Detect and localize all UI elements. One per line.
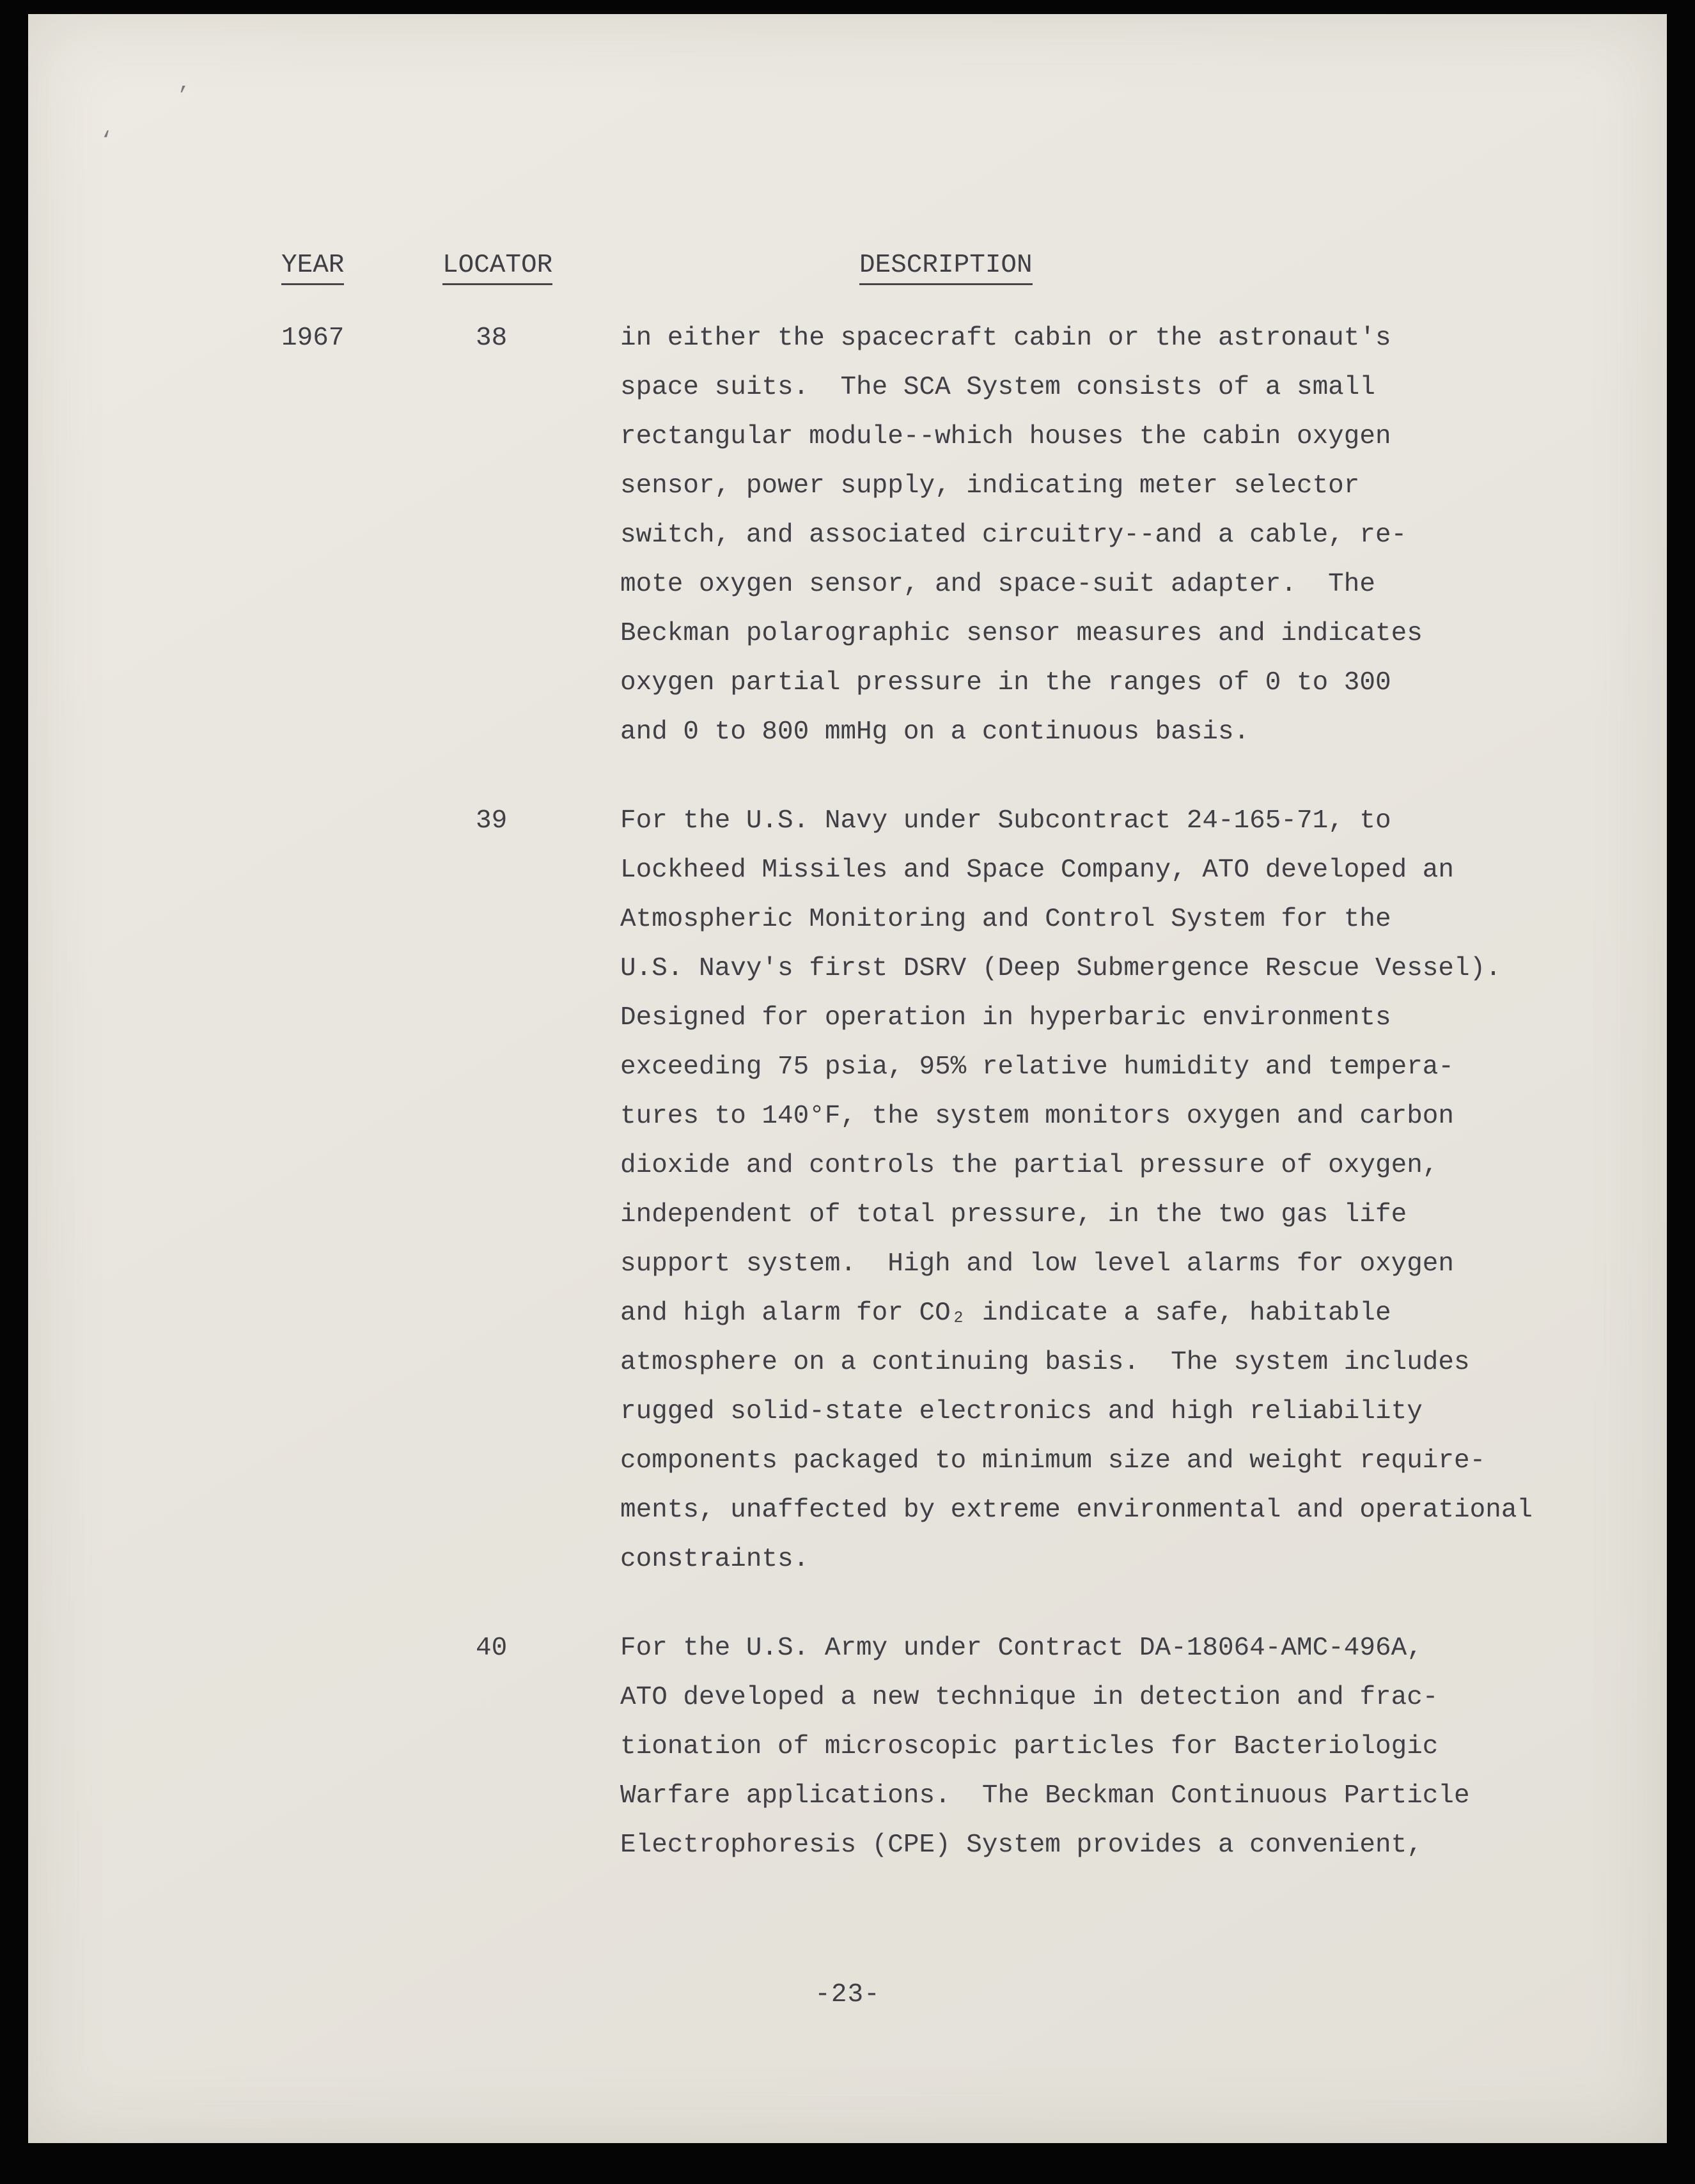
entry-year bbox=[281, 797, 442, 1584]
description-line: components packaged to minimum size and weight require- bbox=[620, 1446, 1486, 1476]
entry-locator-cell bbox=[442, 1624, 620, 1870]
description-line: U.S. Navy's first DSRV (Deep Submergence Rescue Vessel). bbox=[620, 954, 1501, 983]
description-line: For the U.S. Army under Contract DA-18064-AMC-496A, bbox=[620, 1634, 1423, 1663]
entry-description bbox=[620, 1624, 1667, 1870]
year-column-header: YEAR bbox=[281, 250, 344, 285]
description-line: support system. High and low level alarms for oxygen bbox=[620, 1249, 1455, 1279]
description-line: mote oxygen sensor, and space-suit adapter. The bbox=[620, 570, 1375, 599]
description-line: exceeding 75 psia, 95% relative humidity and tempera- bbox=[620, 1052, 1455, 1082]
locator-header-cell bbox=[442, 241, 620, 290]
description-header-cell bbox=[620, 241, 1667, 290]
description-line: ments, unaffected by extreme environmental and operational bbox=[620, 1495, 1533, 1525]
description-line: dioxide and controls the partial pressure of oxygen, bbox=[620, 1151, 1439, 1180]
description-line: tures to 140°F, the system monitors oxygen and carbon bbox=[620, 1102, 1455, 1131]
entry-locator: 38 bbox=[476, 324, 508, 353]
table-header-row bbox=[281, 241, 1667, 290]
locator-column-header: LOCATOR bbox=[442, 250, 552, 285]
description-line: space suits. The SCA System consists of a small bbox=[620, 373, 1375, 402]
document-page bbox=[28, 14, 1667, 2143]
table-row bbox=[281, 314, 1667, 757]
description-line: sensor, power supply, indicating meter selector bbox=[620, 471, 1360, 501]
entry-locator: 40 bbox=[476, 1634, 508, 1663]
entry-locator-cell bbox=[442, 797, 620, 1584]
description-line: Electrophoresis (CPE) System provides a convenient, bbox=[620, 1830, 1423, 1860]
description-line: independent of total pressure, in the two gas life bbox=[620, 1200, 1407, 1229]
scan-artifact: ‘ bbox=[100, 129, 113, 153]
description-line: and high alarm for CO₂ indicate a safe, habitable bbox=[620, 1299, 1391, 1328]
entry-year: 1967 bbox=[281, 324, 345, 353]
description-line: in either the spacecraft cabin or the astronaut's bbox=[620, 324, 1391, 353]
description-line: ATO developed a new technique in detection and frac- bbox=[620, 1683, 1439, 1712]
table-row bbox=[281, 797, 1667, 1584]
description-line: switch, and associated circuitry--and a cable, re- bbox=[620, 520, 1407, 550]
year-header-cell bbox=[281, 241, 442, 290]
description-line: For the U.S. Navy under Subcontract 24-165-71, to bbox=[620, 806, 1391, 836]
description-line: Designed for operation in hyperbaric environments bbox=[620, 1003, 1391, 1033]
entry-locator: 39 bbox=[476, 806, 508, 836]
description-line: rectangular module--which houses the cabin oxygen bbox=[620, 422, 1391, 451]
description-line: Lockheed Missiles and Space Company, ATO developed an bbox=[620, 855, 1455, 885]
description-line: constraints. bbox=[620, 1545, 809, 1574]
description-line: tionation of microscopic particles for Bacteriologic bbox=[620, 1732, 1439, 1761]
scan-artifact: ’ bbox=[176, 84, 190, 109]
description-column-header: DESCRIPTION bbox=[859, 250, 1033, 285]
page-number: -23- bbox=[815, 1980, 880, 2009]
description-line: Warfare applications. The Beckman Continuous Particle bbox=[620, 1781, 1470, 1811]
table-row bbox=[281, 1624, 1667, 1870]
document-content bbox=[28, 14, 1667, 1870]
description-line: atmosphere on a continuing basis. The system includes bbox=[620, 1348, 1470, 1377]
entry-description bbox=[620, 314, 1667, 757]
description-line: Beckman polarographic sensor measures and indicates bbox=[620, 619, 1423, 648]
entries bbox=[281, 314, 1667, 1870]
description-line: oxygen partial pressure in the ranges of 0 to 300 bbox=[620, 668, 1391, 698]
description-line: Atmospheric Monitoring and Control System for the bbox=[620, 905, 1391, 934]
entry-locator-cell bbox=[442, 314, 620, 757]
entry-description bbox=[620, 797, 1667, 1584]
description-line: and 0 to 800 mmHg on a continuous basis. bbox=[620, 717, 1250, 747]
entry-year bbox=[281, 1624, 442, 1870]
description-line: rugged solid-state electronics and high reliability bbox=[620, 1397, 1423, 1426]
